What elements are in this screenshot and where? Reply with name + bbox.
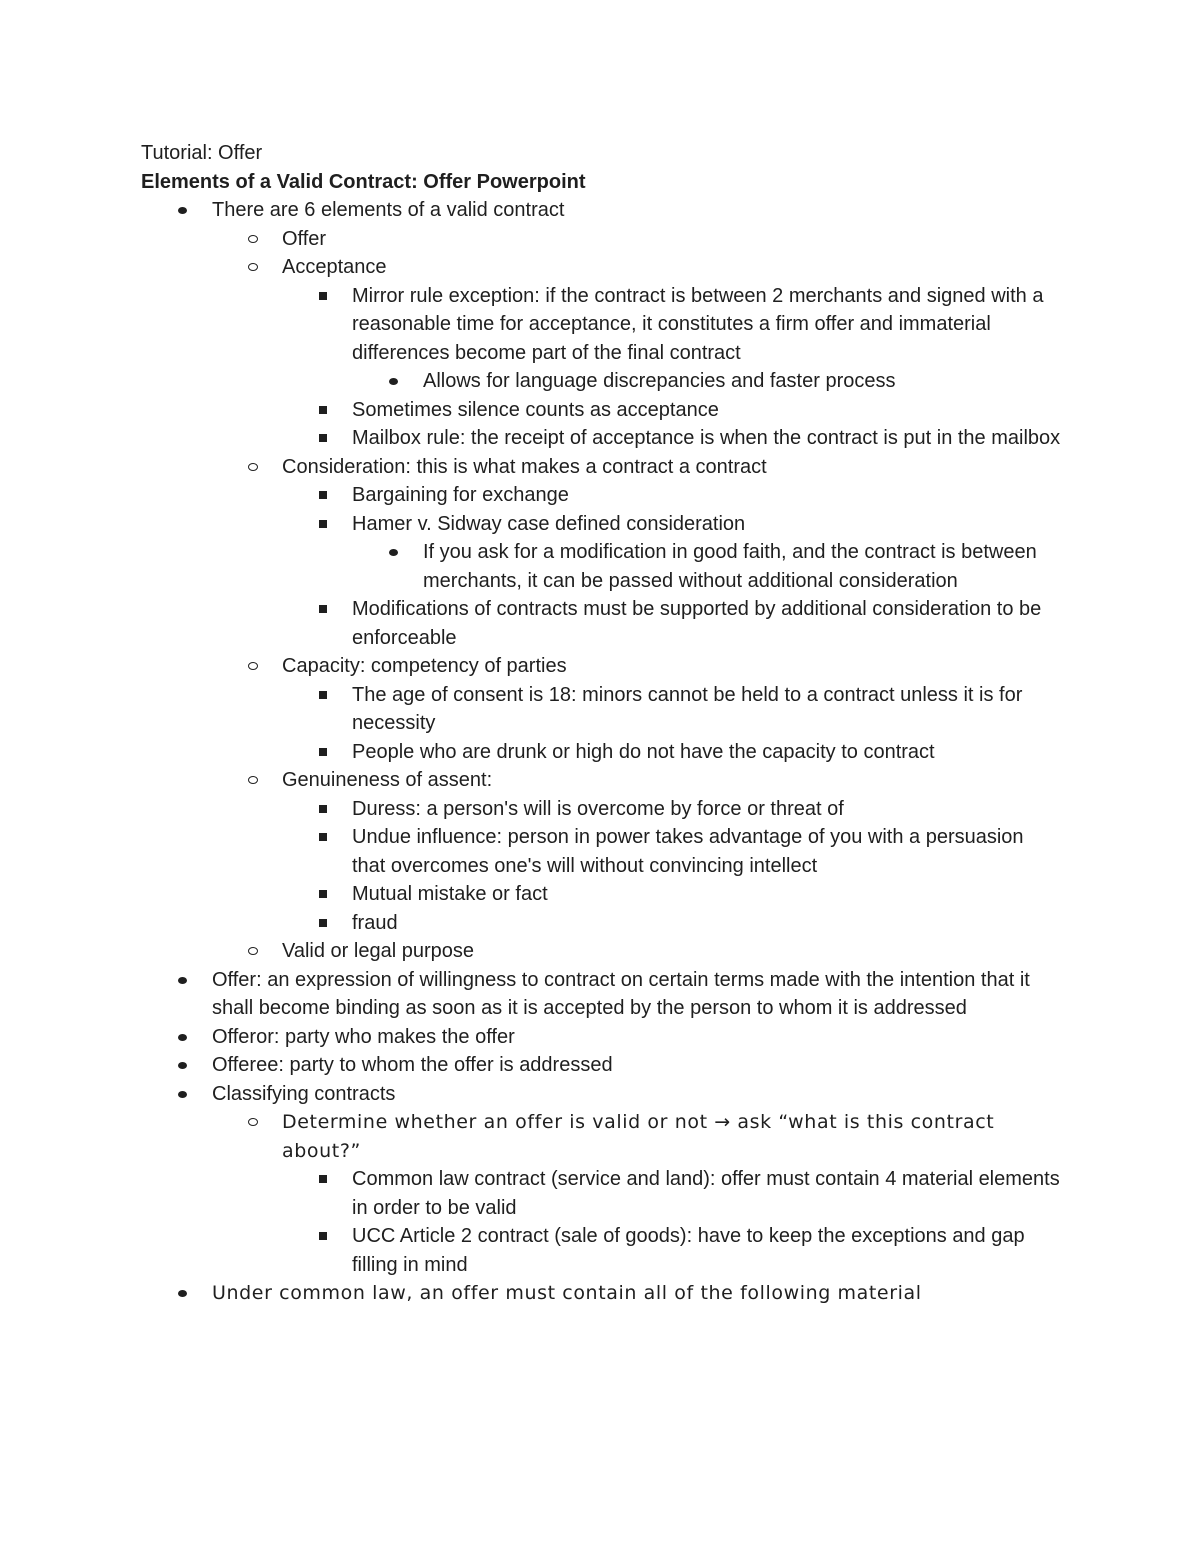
list-item	[141, 880, 1061, 909]
list-item	[141, 766, 1061, 795]
list-item-text: Classifying contracts	[212, 1082, 396, 1105]
list-item	[141, 225, 1061, 254]
list-item-text: UCC Article 2 contract (sale of goods): have to keep the exceptions and gap filling in mind	[352, 1225, 1025, 1276]
list-item	[141, 681, 1061, 738]
list-item	[141, 538, 1061, 595]
list-item	[141, 909, 1061, 938]
list-item	[141, 453, 1061, 482]
list-item	[141, 424, 1061, 453]
list-item-text: Mailbox rule: the receipt of acceptance is when the contract is put in the mailbox	[352, 427, 1061, 449]
list-item	[141, 1051, 1061, 1080]
list-item-text: Hamer v. Sidway case defined consideration	[352, 512, 746, 535]
list-item-text: Genuineness of assent:	[282, 769, 493, 791]
list-item-text: Consideration: this is what makes a contract a contract	[282, 455, 767, 478]
list-item-text: Mutual mistake or fact	[352, 883, 548, 905]
list-item	[141, 196, 1061, 225]
list-item-text: Undue influence: person in power takes advantage of you with a persuasion that overcomes one's will without convincing intellect	[352, 826, 1024, 877]
list-item	[141, 795, 1061, 824]
list-item-text: There are 6 elements of a valid contract	[212, 199, 565, 221]
list-item	[141, 595, 1061, 652]
list-item-text: Bargaining for exchange	[352, 484, 569, 506]
doc-heading: Elements of a Valid Contract: Offer Powerpoint	[141, 170, 586, 193]
list-item	[141, 1279, 1061, 1308]
list-item	[141, 966, 1061, 1023]
list-item-text: Modifications of contracts must be supported by additional consideration to be enforceable	[352, 598, 1042, 649]
list-item-text: Offeror: party who makes the offer	[212, 1025, 515, 1048]
list-item	[141, 481, 1061, 510]
list-item-text: Mirror rule exception: if the contract is between 2 merchants and signed with a reasonable time for acceptance, it constitutes a firm offer and immaterial differences become part of the final contract	[352, 284, 1044, 364]
list-item	[141, 1165, 1061, 1222]
doc-title: Tutorial: Offer	[141, 142, 263, 164]
list-item	[141, 1080, 1061, 1109]
list-item-text: Offer	[282, 227, 327, 250]
list-item	[141, 510, 1061, 539]
list-item-text: Common law contract (service and land): offer must contain 4 material elements in order to be valid	[352, 1168, 1060, 1219]
list-item	[141, 1108, 1061, 1165]
list-item-text: Determine whether an offer is valid or not → ask “what is this contract about?”	[282, 1111, 995, 1162]
list-item-text: Valid or legal purpose	[282, 940, 474, 962]
list-item	[141, 253, 1061, 282]
list-item	[141, 282, 1061, 368]
list-item	[141, 738, 1061, 767]
list-item-text: Duress: a person's will is overcome by force or threat of	[352, 797, 844, 820]
list-item-text: People who are drunk or high do not have the capacity to contract	[352, 740, 935, 763]
list-item-text: Offeree: party to whom the offer is addressed	[212, 1054, 613, 1076]
list-item	[141, 937, 1061, 966]
list-item-text: Under common law, an offer must contain all of the following material	[212, 1282, 922, 1304]
list-item-text: Sometimes silence counts as acceptance	[352, 398, 719, 421]
list-item-text: Allows for language discrepancies and faster process	[423, 370, 896, 392]
bullet-list	[141, 196, 1061, 1308]
list-item	[141, 823, 1061, 880]
list-item-text: fraud	[352, 911, 398, 934]
list-item-text: Capacity: competency of parties	[282, 655, 567, 677]
list-item-text: Acceptance	[282, 256, 387, 278]
document-body	[141, 139, 1061, 1308]
list-item	[141, 652, 1061, 681]
list-item	[141, 1222, 1061, 1279]
list-item-text: The age of consent is 18: minors cannot be held to a contract unless it is for necessity	[352, 683, 1023, 734]
list-item-text: Offer: an expression of willingness to contract on certain terms made with the intention that it shall become binding as soon as it is accepted by the person to whom it is addressed	[212, 968, 1030, 1019]
list-item	[141, 367, 1061, 396]
list-item-text: If you ask for a modification in good faith, and the contract is between merchants, it can be passed without additional consideration	[423, 541, 1037, 592]
list-item	[141, 1023, 1061, 1052]
list-item	[141, 396, 1061, 425]
